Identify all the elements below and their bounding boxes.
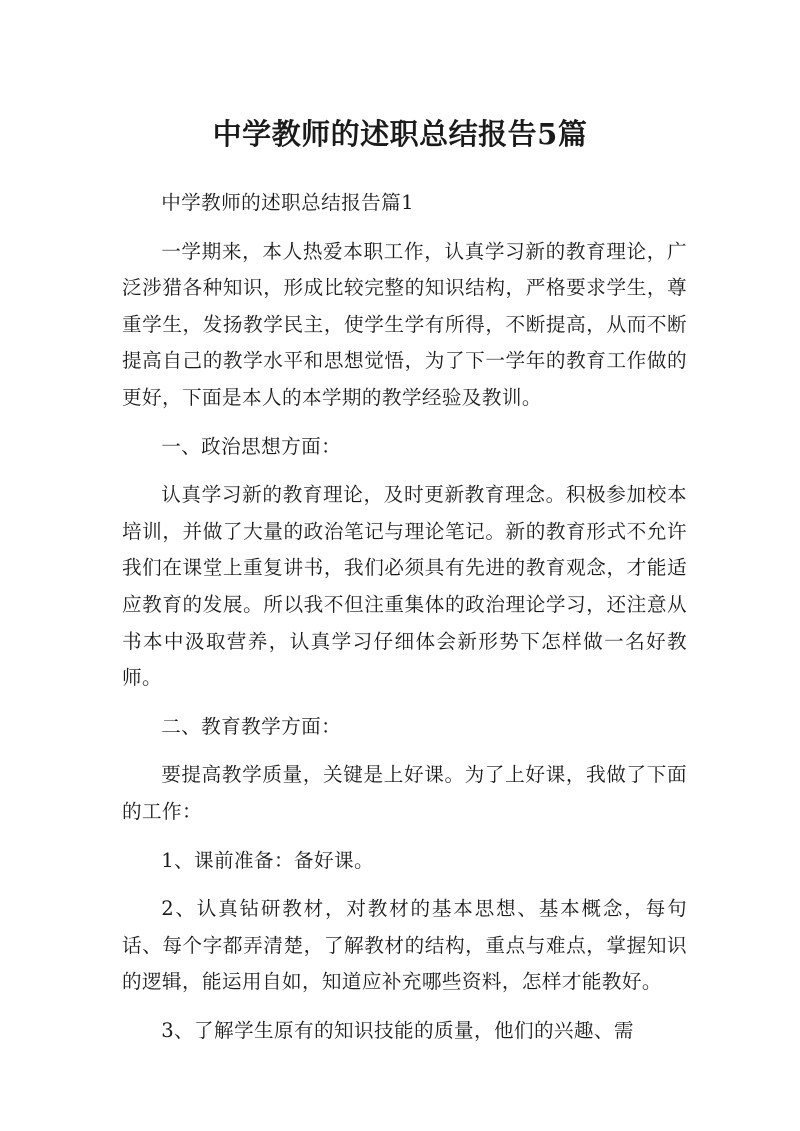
document-body <box>122 185 687 1061</box>
paragraph: 认真学习新的教育理论，及时更新教育理念。积极参加校本培训，并做了大量的政治笔记与理论笔记。新的教育形式不允许我们在课堂上重复讲书，我们必须具有先进的教育观念，才能适应教育的发展。所以我不但注重集体的政治理论学习，还注意从书本中汲取营养，认真学习仔细体会新形势下怎样做一名好教师。 <box>122 483 687 690</box>
paragraph: 一学期来，本人热爱本职工作，认真学习新的教育理论，广泛涉猎各种知识，形成比较完整的知识结构，严格要求学生，尊重学生，发扬教学民主，使学生学有所得，不断提高，从而不断提高自己的教学水平和思想觉悟，为了下一学年的教育工作做的更好，下面是本人的本学期的教学经验及教训。 <box>122 239 687 409</box>
section-heading: 一、政治思想方面： <box>161 434 342 458</box>
list-item: 3、了解学生原有的知识技能的质量，他们的兴趣、需 <box>161 1018 634 1042</box>
list-item: 2、认真钻研教材，对教材的基本思想、基本概念，每句话、每个字都弄清楚，了解教材的结构，重点与难点，掌握知识的逻辑，能运用自如，知道应补充哪些资料，怎样才能教好。 <box>122 897 687 994</box>
list-item: 1、课前准备：备好课。 <box>161 848 374 872</box>
document-title: 中学教师的述职总结报告5篇 <box>212 117 588 152</box>
paragraph: 要提高教学质量，关键是上好课。为了上好课，我做了下面的工作： <box>122 763 687 823</box>
section-heading: 二、教育教学方面： <box>161 714 342 738</box>
section-heading: 中学教师的述职总结报告篇1 <box>161 191 414 214</box>
